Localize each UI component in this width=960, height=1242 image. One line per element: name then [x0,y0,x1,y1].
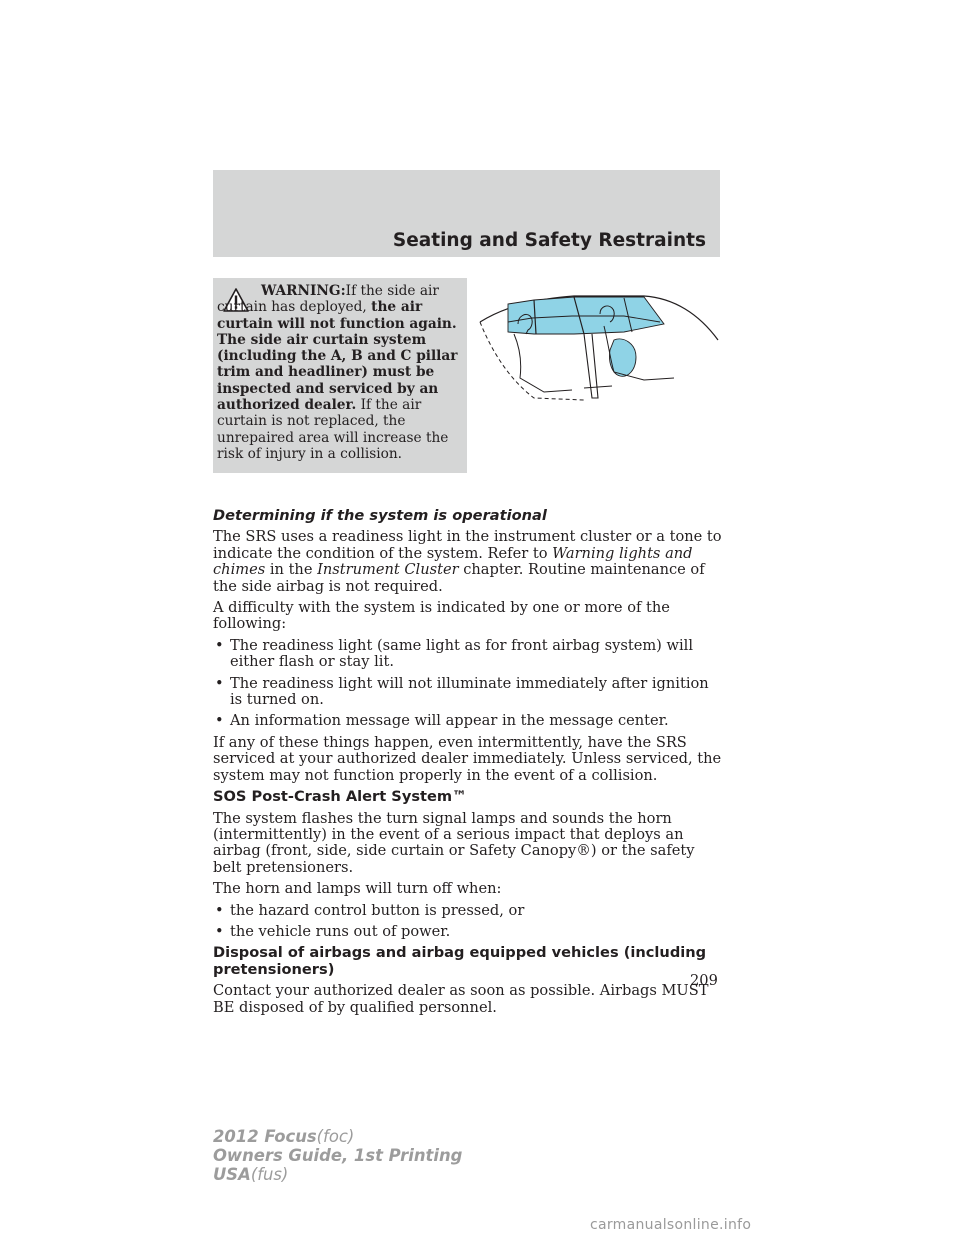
side-air-curtain-illustration [474,282,722,406]
warning-label: WARNING: [261,283,346,299]
warning-text-a: If the side air curtain has deployed, [217,283,439,316]
paragraph: The system flashes the turn signal lamps and sounds the horn (intermittently) in the event of a serious impact that deploys an airbag (front, side, side curtain or Safety Canopy®) or the safety belt pretensioners. [213,809,695,876]
paragraph: The horn and lamps will turn off when: [213,880,502,898]
footer: 2012 Focus(foc) Owners Guide, 1st Printing USA(fus) [213,1127,463,1184]
page-title: Seating and Safety Restraints [392,230,706,251]
header-band [213,170,720,257]
paragraph: The SRS uses a readiness light in the instrument cluster or a tone to indicate the condition of the system. Refer to Warning lights and chimes in the Instrument Cluster chapter. Routine maintenance of the side airbag is not required. [213,528,722,595]
paragraph: A difficulty with the system is indicated by one or more of the following: [213,599,670,633]
section-heading-operational: Determining if the system is operational [213,507,547,524]
warning-text [217,283,464,462]
warning-bold-text: the air curtain will not function again. The side air curtain system (including the A, B and C pillar trim and headliner) must be inspected and serviced by an authorized dealer. [217,299,458,414]
paragraph: If any of these things happen, even intermittently, have the SRS serviced at your authorized dealer immediately. Unless serviced, the system may not function properly in the event of a collision. [213,733,722,784]
list-item: • The readiness light will not illuminate immediately after ignition is turned on. [215,674,709,709]
paragraph: Contact your authorized dealer as soon as possible. Airbags MUST BE disposed of by qualified personnel. [213,982,709,1016]
section-heading-sos: SOS Post-Crash Alert System™ [213,788,467,806]
list-item: • An information message will appear in the message center. [215,712,669,730]
watermark: carmanualsonline.info [590,1217,752,1233]
page-number: 209 [690,972,718,989]
section-heading-disposal: Disposal of airbags and airbag equipped vehicles (including pretensioners) [213,944,707,978]
ref-warning-lights: Warning lights and chimes [213,544,693,579]
warning-box [213,278,467,473]
list-item: • The readiness light (same light as for front airbag system) will either flash or stay lit. [215,636,693,671]
ref-instrument-cluster: Instrument Cluster [317,561,459,579]
list-item: • the vehicle runs out of power. [215,922,451,940]
list-item: • the hazard control button is pressed, or [215,901,525,919]
warning-text-b: If the air curtain is not replaced, the unrepaired area will increase the risk of injury in a collision. [217,397,449,462]
body-text [213,508,725,1021]
